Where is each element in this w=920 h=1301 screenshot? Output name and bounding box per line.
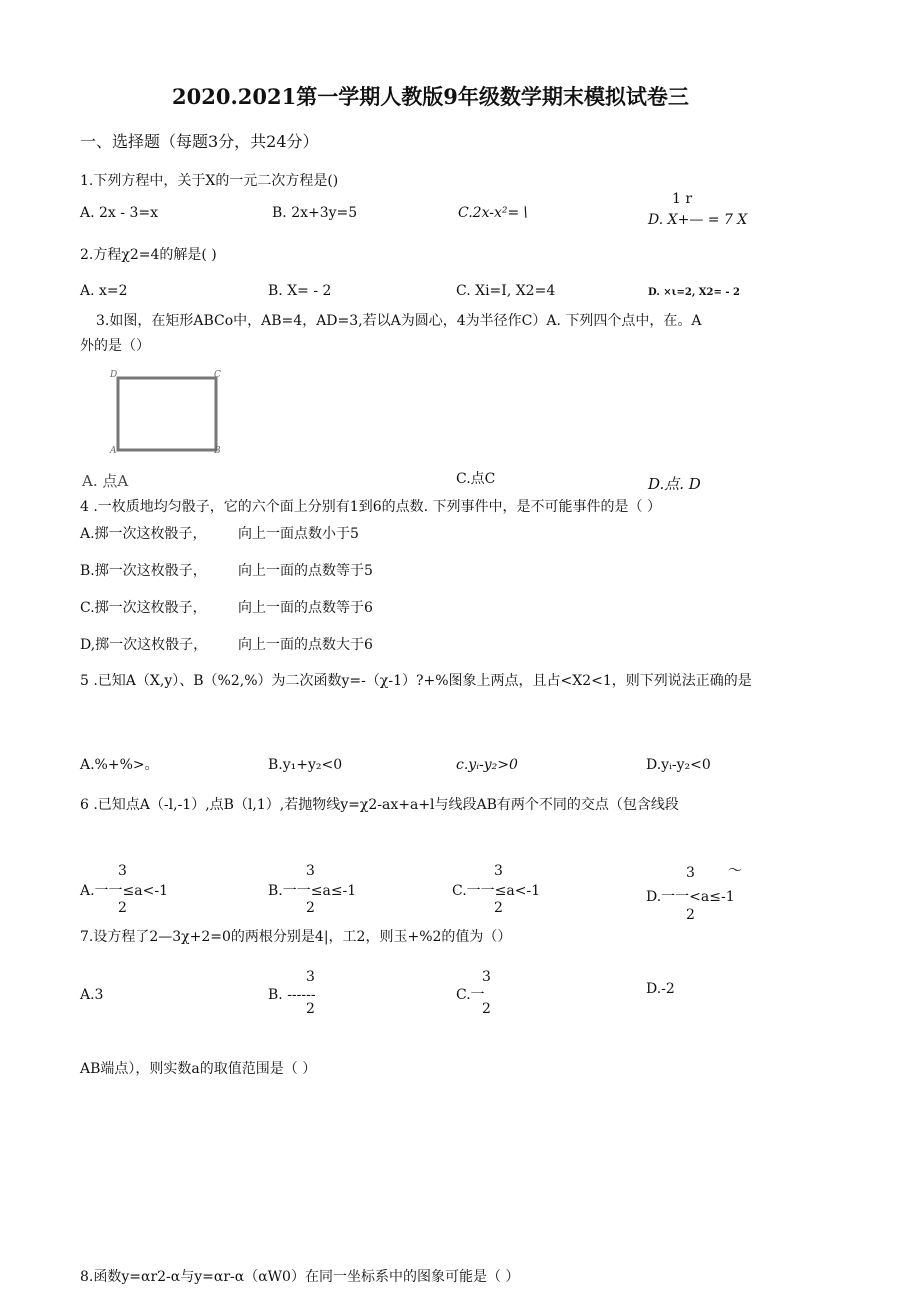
q7-option-d: D.-2	[646, 981, 675, 997]
q2-option-c: C. Xi=I, X2=4	[456, 283, 556, 299]
section-heading: 一、选择题（每题3分，共24分）	[80, 132, 319, 151]
q6-c-numerator: 3	[494, 863, 503, 879]
rectangle-figure	[106, 368, 226, 460]
q1-option-d-top: 1 r	[672, 191, 693, 207]
q7-b-numerator: 3	[306, 969, 315, 985]
q3-option-a: A. 点A	[82, 472, 129, 490]
q4-option-a-prefix: A.掷一次这枚骰子，	[80, 526, 207, 542]
q5-option-d: D.yᵢ-y₂<0	[646, 757, 711, 773]
q3-option-c: C.点C	[456, 471, 496, 487]
vertex-a-label: A	[110, 446, 117, 456]
q6-d-numerator: 3	[686, 865, 695, 881]
q2-option-d: D. ×ι=2, X2= - 2	[648, 287, 740, 298]
q4-option-b-text: 向上一面的点数等于5	[238, 563, 373, 579]
q4-option-d-text: 向上一面的点数大于6	[238, 637, 373, 653]
rectangle-shape	[118, 378, 216, 450]
q3-option-d: D.点. D	[648, 475, 701, 493]
q7-stem: 7.设方程了2—3χ+2=0的两根分别是4|，工2，则玉+%2的值为（）	[80, 929, 512, 945]
q6-b-numerator: 3	[306, 863, 315, 879]
q6-b-denominator: 2	[306, 900, 315, 916]
q6-stem: 6 .已知点A（-l,-1）,点B（l,1）,若抛物线y=χ2-ax+a+l与线段AB有两个不同的交点（包含线段	[80, 797, 679, 813]
q7-c-numerator: 3	[482, 969, 491, 985]
q2-option-a: A. x=2	[80, 283, 128, 299]
q7-b-denominator: 2	[306, 1001, 315, 1017]
q1-option-a: A. 2x - 3=x	[80, 205, 158, 221]
q2-option-b: B. X= - 2	[268, 283, 332, 299]
q7-option-b: B. ------	[268, 987, 316, 1003]
q6-d-denominator: 2	[686, 907, 695, 923]
q4-option-a-text: 向上一面点数小于5	[238, 526, 359, 542]
vertex-b-label: B	[214, 446, 221, 456]
q6-option-c: C.一一≤a<-1	[452, 883, 541, 899]
q6-c-denominator: 2	[494, 900, 503, 916]
q4-option-c-text: 向上一面的点数等于6	[238, 600, 373, 616]
q6-d-tilde: ～	[728, 863, 742, 879]
q1-option-c: C.2x-x²=∖	[458, 205, 529, 221]
page-title: 2020.2021第一学期人教版9年级数学期末模拟试卷三	[172, 84, 689, 109]
q3-stem-line2: 外的是（）	[80, 338, 150, 354]
q7-option-c: C.一	[456, 987, 485, 1003]
q6-a-denominator: 2	[118, 900, 127, 916]
q6-a-numerator: 3	[118, 863, 127, 879]
q6-option-b: B.一一≤a≤-1	[268, 883, 357, 899]
q7-option-a: A.3	[80, 987, 104, 1003]
q1-option-d: D. X+— = 7 X	[648, 212, 748, 228]
q5-stem: 5 .已知A（X,y）、B（%2,%）为二次函数y=-（χ-1）?+%图象上两点，且占<X2<1，则下列说法正确的是	[80, 673, 752, 689]
vertex-c-label: C	[214, 370, 221, 380]
q2-stem: 2.方程χ2=4的解是( )	[80, 247, 217, 263]
q7-c-denominator: 2	[482, 1001, 491, 1017]
q6-continuation: AB端点），则实数a的取值范围是（ ）	[80, 1061, 317, 1077]
q6-option-d: D.一一<a≤-1	[646, 889, 735, 905]
rectangle-abcd-diagram	[106, 368, 226, 460]
q5-option-b: B.y₁+y₂<0	[268, 757, 343, 773]
q4-option-c-prefix: C.掷一次这枚骰子，	[80, 600, 207, 616]
q3-stem-line1: 3.如图，在矩形ABCo中，AB=4，AD=3,若以A为圆心，4为半径作C）A. 下列四个点中，在。A	[96, 313, 702, 329]
q5-option-a: A.%+%>。	[80, 757, 159, 773]
q4-option-d-prefix: D,掷一次这枚骰子，	[80, 637, 208, 653]
q4-stem: 4 .一枚质地均匀骰子，它的六个面上分别有1到6的点数. 下列事件中，是不可能事件的是（ ）	[80, 499, 661, 515]
q5-option-c: c.yᵢ-y₂>0	[456, 757, 518, 773]
q1-stem: 1.下列方程中，关于X的一元二次方程是()	[80, 173, 339, 189]
q8-stem: 8.函数y=αr2-α与y=αr-α（αW0）在同一坐标系中的图象可能是（ ）	[80, 1269, 520, 1285]
q6-option-a: A.一一≤a<-1	[80, 883, 169, 899]
q1-option-b: B. 2x+3y=5	[272, 205, 358, 221]
q4-option-b-prefix: B.掷一次这枚骰子，	[80, 563, 207, 579]
vertex-d-label: D	[110, 370, 118, 380]
